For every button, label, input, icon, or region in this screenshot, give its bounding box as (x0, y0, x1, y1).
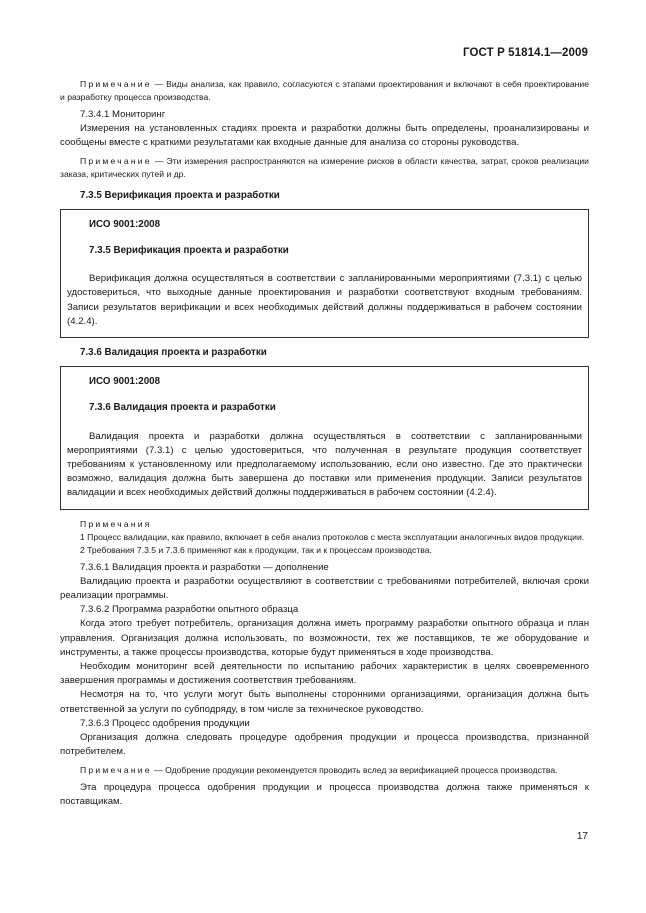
iso-box-text: Валидация проекта и разработки должна осуществляться в соответствии с запланированными мероприятиями (7.3.1) с целью удостовериться, что полученная в результате продукция соответствует требованиям к установленному или предполагаемому использованию, если оно известно. Где это практически возможно, валидация должна быть завершена до поставки или применения продукции. Записи результатов валидации и всех необходимых действий должны поддерживаться в рабочем состоянии (4.2.4). (67, 430, 582, 499)
note-text: — Одобрение продукции рекомендуется проводить вслед за верификацией процесса производства. (151, 764, 558, 775)
page-number: 17 (576, 831, 588, 842)
note-text: — Эти измерения распространяются на измерение рисков в области качества, затрат, сроков реализации заказа, критических путей и др. (60, 155, 589, 179)
iso-quote-box-validation (60, 366, 589, 509)
final-paragraph: Эта процедура процесса одобрения продукции и процесса производства должна также применяться к поставщикам. (60, 781, 589, 807)
section-7362-paragraph-3: Несмотря на то, что услуги могут быть выполнены сторонними организациями, организация должна быть ответственной за услуги по субподряду, в том числе за техническое руководство. (60, 689, 589, 715)
iso-standard-label: ИСО 9001:2008 (89, 376, 161, 388)
section-7362-paragraph-1: Когда этого требует потребитель, организация должна иметь программу разработки опытного образца и план управления. Организация должна использовать, по возможности, тех же поставщиков, те же оборудование и инструменты, а также процессы производства, которые будут применяться в ходе производства. (60, 618, 589, 658)
note-label: Примечание (80, 155, 152, 166)
section-7363-text: Организация должна следовать процедуре одобрения продукции и процесса производства, признанной потребителем. (60, 732, 589, 758)
note-analysis-types (60, 78, 589, 104)
iso-standard-label: ИСО 9001:2008 (89, 218, 161, 230)
iso-box-heading: 7.3.5 Верификация проекта и разработки (89, 245, 289, 257)
note-label: Примечание (80, 79, 152, 89)
note-measurements (60, 155, 589, 181)
note-product-approval (60, 764, 589, 777)
section-7361-title: 7.3.6.1 Валидация проекта и разработки — дополнение (80, 561, 329, 573)
page-content (60, 78, 589, 809)
section-7341-text: Измерения на установленных стадиях проекта и разработки должны быть определены, проанализированы и сообщены вместе с краткими результатами как входные данные для анализа со стороны руководства. (60, 123, 589, 149)
iso-box-text: Верификация должна осуществляться в соответствии с запланированными мероприятиями (7.3.1) с целью удостовериться, что выходные данные проектирования и разработки соответствуют входным требованиям. Записи результатов верификации и всех необходимых действий должны поддерживаться в рабочем состоянии (4.2.4). (67, 273, 582, 327)
section-7361-text: Валидацию проекта и разработки осуществляют в соответствии с требованиями потребителей, включая сроки реализации программы. (60, 575, 589, 602)
notes-item-1: 1 Процесс валидации, как правило, включает в себя анализ протоколов с места эксплуатации аналогичных видов продукции. (80, 531, 585, 542)
section-7362-title: 7.3.6.2 Программа разработки опытного образца (80, 604, 299, 616)
notes-label: Примечания (80, 518, 152, 529)
iso-quote-box-verification (60, 209, 589, 338)
section-7362-paragraph-2: Необходим мониторинг всей деятельности по испытанию рабочих характеристик в целях своевременного завершения программы и достижения соответствия требованиям. (60, 661, 589, 687)
document-code: ГОСТ Р 51814.1—2009 (463, 47, 588, 59)
note-label: Примечание (80, 764, 152, 775)
section-7363-title: 7.3.6.3 Процесс одобрения продукции (80, 717, 250, 729)
note-text: — Виды анализа, как правило, согласуются с этапами проектирования и включают в себя проектирование и разработку процесса производства. (60, 79, 589, 102)
section-735-heading: 7.3.5 Верификация проекта и разработки (80, 189, 280, 201)
notes-item-2: 2 Требования 7.3.5 и 7.3.6 применяют как к продукции, так и к процессам производства. (80, 544, 432, 555)
iso-box-heading: 7.3.6 Валидация проекта и разработки (89, 402, 276, 414)
section-7341-title: 7.3.4.1 Мониторинг (80, 109, 166, 120)
section-736-heading: 7.3.6 Валидация проекта и разработки (80, 347, 267, 359)
